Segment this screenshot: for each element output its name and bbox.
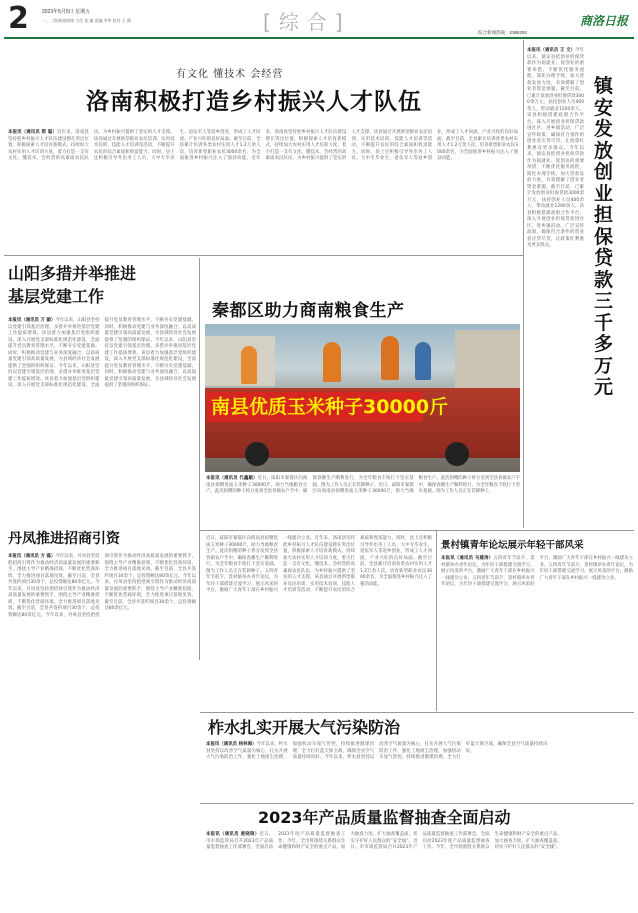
shanyang-text: 今年以来，山阳县坚持以党建引领基层治理，多措并举推进基层党建工作提质增效。该县着力加强基层党组织建设，深入开展党支部标准化规范化建设，全面提升党员教育管理水平，不断夯实党建基础。同时，积极推动党建与业务深度融合，以高质量党建引领高质量发展，为县域经济社会发展提供了坚强的组织保证。: [8, 318, 100, 369]
divider-photo: [200, 530, 634, 531]
section-label: [263, 6, 351, 35]
jingcun-byline: 本报讯（通讯员 马建涛）: [441, 556, 494, 561]
divider-shanyang-v: [199, 258, 200, 660]
worker-figure-4: [415, 342, 431, 380]
photo-caption-text-cont: 近日，咸阳市秦都区向商南县捐赠优质玉米种子30000斤，助力当地粮食生产。此次捐赠的种子将分发到全县各镇农户手中，确保春播生产顺利进行，为全年粮食丰收打下坚实基础。图为工作人员正在装卸种子。: [312, 476, 520, 494]
worker-figure-3: [381, 336, 399, 380]
danfeng-text: 今年以来，丹凤县坚持把招商引资作为推动经济高质量发展的重要抓手，围绕主导产业精准招商，不断优化营商环境，全力推进项目落地见效。截至目前，全县共签约项目30余个，总投资额达80余亿元。: [8, 554, 100, 585]
section-name: 综合: [278, 10, 335, 34]
building-shape-2: [455, 330, 520, 390]
divider-jingcun-v: [436, 531, 437, 711]
shanyang-headline: [8, 262, 136, 308]
lead-byline: 本报讯（通讯员 郭 聪）: [8, 130, 58, 135]
jingcun-headline: 景村镇青年论坛展示年轻干部风采: [441, 540, 584, 551]
building-shape: [205, 336, 275, 386]
masthead-subline: 一、二级新闻热线 主任 张 编 责编 李华 校对 王 刚: [42, 18, 131, 23]
pollution-body: [206, 742, 634, 798]
issue-date: 2023年5月5日 星期五: [42, 9, 91, 15]
lead-body-text-cont: 近年来，洛南县坚持把乡村振兴人才队伍建设摆在突出位置，积极探索人才培育新模式，持续加大农村实用人才培训力度，着力打造一支有文化、懂技术、会经营的高素质农民队伍，为乡村振兴提供了坚实的人才支撑。该县通过开展新型职业农民培训、实用技术培训、技能人才培训等活动，不断提升农民的综合素质和致富能力。同时，县上还积极引导外出务工人员、大中专毕业生、退伍军人等返乡创业，形成了人才回流、产业兴旺的良好局面。截至目前，全县累计培训各类农村实用人才1.2万余人次，培育新型职业农民3000余名，为全面推进乡村振兴注入了强劲动能。: [251, 130, 518, 161]
editor-line: 综合新闻热线：2386292: [478, 30, 528, 35]
divider-right-col: [523, 40, 524, 528]
pollution-headline: 柞水扎实开展大气污染防治: [208, 718, 401, 737]
center-column-text: [206, 536, 432, 704]
danfeng-body: [8, 554, 196, 874]
section-bracket-left: [: [263, 10, 279, 34]
jingcun-body: [441, 556, 633, 706]
truck-banner: [207, 392, 449, 422]
quality-byline: 本报讯（通讯员 姜晓瑞）: [206, 832, 260, 837]
shanyang-headline-text: 山阳多措并举推进基层党建工作: [8, 264, 137, 306]
jingcun-text: 五四青年节前夕，景村镇举办青年论坛，为年轻干部搭建交流学习、展示风采的平台，激励广大青年干部在乡村振兴一线建功立业。: [441, 556, 535, 581]
worker-figure: [241, 346, 257, 384]
divider-pollution: [200, 712, 634, 713]
jingcun-text-cont2: 五四青年节前夕，景村镇举办青年论坛，为年轻干部搭建交流学习、展示风采的平台，激励广大青年干部在乡村振兴一线建功立业。: [539, 562, 633, 581]
section-bracket-right: ]: [334, 10, 351, 34]
shanyang-text-cont2: 今年以来，山阳县坚持以党建引领基层治理，多措并举推进基层党建工作提质增效。该县着力加强基层党组织建设，深入开展党支部标准化规范化建设，全面提升党员教育管理水平，不断夯实党建基础。同时，积极推动党建与业务深度融合，以高质量党建引领高质量发展，为县域经济社会发展提供了坚强的组织保证。: [104, 337, 196, 388]
shanyang-text-cont: 今年以来，山阳县坚持以党建引领基层治理，多措并举推进基层党建工作提质增效。该县着力加强基层党组织建设，深入开展党支部标准化规范化建设，全面提升党员教育管理水平，不断夯实党建基础。同时，积极推动党建与业务深度融合，以高质量党建引领高质量发展，为县域经济社会发展提供了坚强的组织保证。: [8, 318, 196, 388]
truck-wheel: [245, 442, 269, 466]
right-banner-text-cont: 今年以来，镇安县把创业担保贷款作为稳就业、促创业的重要举措，不断优化服务流程，简化办理手续，加大贷款发放力度，有效缓解了创业者资金难题。截至目前，已累计发放创业担保贷款3000余万元，扶持创业人员400余人，带动就业1200余人。该县积极搭建政银合作平台，深入开展创业担保贷款进社区、进乡镇活动，广泛宣传政策，确保符合条件的创业者应贷尽贷，让政策红利惠及更多群众。: [527, 145, 584, 248]
photo-caption-text: 近日，咸阳市秦都区向商南县捐赠优质玉米种子30000斤，助力当地粮食生产。此次捐赠的种子将分发到全县各镇农户手中，确保春播生产顺利进行，为全年粮食丰收打下坚实基础。图为工作人员正在装卸种子。: [206, 476, 414, 494]
danfeng-text-cont2: 今年以来，丹凤县坚持把招商引资作为推动经济高质量发展的重要抓手，围绕主导产业精准招商，不断优化营商环境，全力推进项目落地见效。截至目前，全县共签约项目30余个，总投资额达80余亿元。: [45, 554, 196, 618]
center-column-text-b: 五四青年节前夕，景村镇举办青年论坛，为年轻干部搭建交流学习、展示风采的平台，激励广大青年干部在乡村振兴一线建功立业。: [206, 536, 315, 593]
divider-lead: [4, 255, 524, 256]
lead-kicker: 有文化 懂技术 会经营: [176, 69, 284, 80]
page-number: 2: [8, 1, 29, 36]
truck-photo: [205, 324, 520, 472]
photo-caption-byline: 本报讯（通讯员 代鑫颖）: [206, 476, 258, 481]
quality-headline: 2023年产品质量监督抽查全面启动: [258, 808, 511, 827]
truck-banner-text: 南县优质玉米种子30000斤: [211, 396, 449, 418]
danfeng-text-cont: 今年以来，丹凤县坚持把招商引资作为推动经济高质量发展的重要抓手，围绕主导产业精准招商，不断优化营商环境，全力推进项目落地见效。截至目前，全县共签约项目30余个，总投资额达80余亿元。: [8, 580, 100, 618]
paper-logo: 商洛日报: [580, 14, 629, 28]
right-banner-body: [527, 48, 584, 526]
pollution-text: 今年以来，柞水县坚持以改善空气质量为核心，扎实开展大气污染防治工作，强化工地扬尘治理，加强机动车尾气管控，持续推进散煤治理，全力打好蓝天保卫战，确保全县空气质量持续向好。: [206, 742, 375, 760]
shanyang-body: [8, 318, 196, 518]
lead-body: [8, 130, 518, 252]
quality-text-cont: 近日，市市场监管局召开2023年产品质量监督抽查工作部署会，全面启动2023年度产品质量监督抽查工作。今年，全市将围绕关系群众生命健康和财产安全的重点产品，加大抽查力度，扩大抽查覆盖面，切实守护好人民群众的“安全线”。: [350, 832, 562, 850]
right-banner-byline: 本报讯（通讯员 王 文）: [527, 48, 576, 53]
danfeng-headline: 丹凤推进招商引资: [8, 531, 120, 547]
quality-text: 近日，市市场监管局召开2023年产品质量监督抽查工作部署会，全面启动2023年度产品质量监督抽查工作。今年，全市将围绕关系群众生命健康和财产安全的重点产品，加大抽查力度，扩大抽查覆盖面，切实守护好人民群众的“安全线”。: [206, 832, 418, 850]
center-column-text-a: 近日，咸阳市秦都区向商南县捐赠优质玉米种子30000斤，助力当地粮食生产。此次捐赠的种子将分发到全县各镇农户手中，确保春播生产顺利进行，为全年粮食丰收打下坚实基础。图为工作人员正在装卸种子。: [206, 536, 278, 574]
right-banner-headline: 镇安发放创业担保贷款三千多万元: [594, 75, 614, 398]
pollution-byline: 本报讯（通讯员 杨林海）: [206, 742, 257, 747]
jingcun-text-cont: 五四青年节前夕，景村镇举办青年论坛，为年轻干部搭建交流学习、展示风采的平台，激励广大青年干部在乡村振兴一线建功立业。: [441, 556, 633, 587]
lead-headline: 洛南积极打造乡村振兴人才队伍: [86, 89, 422, 115]
danfeng-byline: 本报讯（通讯员 方 磊）: [8, 554, 56, 559]
pollution-text-cont: 今年以来，柞水县坚持以改善空气质量为核心，扎实开展大气污染防治工作，强化工地扬尘治理，加强机动车尾气管控，持续推进散煤治理，全力打好蓝天保卫战，确保全县空气质量持续向好。: [324, 742, 548, 760]
quality-body: [206, 832, 634, 908]
lead-body-text: 近年来，洛南县坚持把乡村振兴人才队伍建设摆在突出位置，积极探索人才培育新模式，持续加大农村实用人才培训力度，着力打造一支有文化、懂技术、会经营的高素质农民队伍，为乡村振兴提供了坚实的人才支撑。该县通过开展新型职业农民培训、实用技术培训、技能人才培训等活动，不断提升农民的综合素质和致富能力。同时，县上还积极引导外出务工人员、大中专毕业生、退伍军人等返乡创业，形成了人才回流、产业兴旺的良好局面。截至目前，全县累计培训各类农村实用人才1.2万余人次，培育新型职业农民3000余名，为全面推进乡村振兴注入了强劲动能。: [8, 130, 261, 161]
center-column-text-c: 近年来，洛南县坚持把乡村振兴人才队伍建设摆在突出位置，积极探索人才培育新模式，持续加大农村实用人才培训力度，着力打造一支有文化、懂技术、会经营的高素质农民队伍，为乡村振兴提供了坚实的人才支撑。该县通过开展新型职业农民培训、实用技术培训、技能人才培训等活动，不断提升农民的综合素质和致富能力。同时，县上还积极引导外出务工人员、大中专毕业生、退伍军人等返乡创业，形成了人才回流、产业兴旺的良好局面。截至目前，全县累计培训各类农村实用人才1.2万余人次，培育新型职业农民3000余名，为全面推进乡村振兴注入了强劲动能。: [283, 536, 432, 593]
photo-feature-headline: 秦都区助力商南粮食生产: [212, 301, 405, 321]
masthead-rule: [4, 37, 634, 39]
right-banner-text: 今年以来，镇安县把创业担保贷款作为稳就业、促创业的重要举措，不断优化服务流程，简化办理手续，加大贷款发放力度，有效缓解了创业者资金难题。截至目前，已累计发放创业担保贷款3000余万元，扶持创业人员400余人，带动就业1200余人。该县积极搭建政银合作平台，深入开展创业担保贷款进社区、进乡镇活动，广泛宣传政策，确保符合条件的创业者应贷尽贷，让政策红利惠及更多群众。: [527, 48, 584, 151]
truck-wheel-2: [445, 442, 469, 466]
photo-caption: [206, 476, 520, 528]
divider-quality: [200, 803, 634, 804]
shanyang-byline: 本报讯（通讯员 万 颖）: [8, 318, 56, 323]
danfeng-text-cont3: 今年以来，丹凤县坚持把招商引资作为推动经济高质量发展的重要抓手，围绕主导产业精准招商，不断优化营商环境，全力推进项目落地见效。截至目前，全县共签约项目30余个，总投资额达80余亿元。: [104, 573, 196, 611]
worker-figure-2: [323, 342, 341, 382]
